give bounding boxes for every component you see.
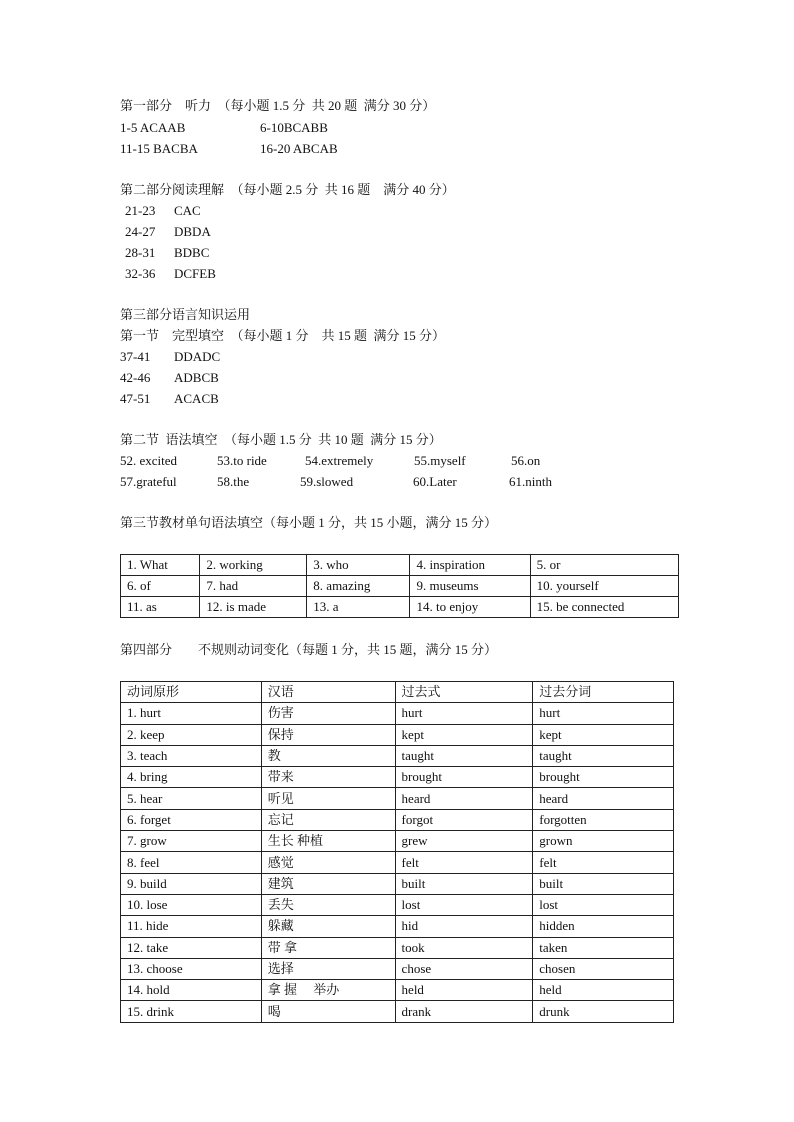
table-row <box>121 873 674 894</box>
part2-answers: CAC <box>174 203 201 218</box>
table-cell: 1. What <box>121 555 200 576</box>
table-cell: 忘记 <box>261 809 395 830</box>
grammar-answer-54: 54.extremely <box>305 453 374 468</box>
table-row <box>121 916 674 937</box>
table-cell: 教 <box>261 745 395 766</box>
table-cell: hurt <box>533 703 674 724</box>
column-header: 过去式 <box>395 682 533 703</box>
table-cell: grew <box>395 831 533 852</box>
table-cell: 9. build <box>121 873 262 894</box>
table-cell: 2. keep <box>121 724 262 745</box>
table-row <box>121 894 674 915</box>
table-row <box>121 980 674 1001</box>
column-header: 汉语 <box>261 682 395 703</box>
table-cell: hidden <box>533 916 674 937</box>
table-cell: 15. be connected <box>530 597 678 618</box>
table-row <box>121 1001 674 1022</box>
grammar-answer-55: 55.myself <box>414 453 466 468</box>
part3-s1-range: 42-46 <box>120 370 151 385</box>
part3-section3-heading: 第三节教材单句语法填空（每小题 1 分，共 15 小题，满分 15 分） <box>120 515 498 530</box>
table-cell: forgot <box>395 809 533 830</box>
table-cell: 5. or <box>530 555 678 576</box>
grammar-answer-57: 57.grateful <box>120 474 177 489</box>
part3-section2-heading: 第二节 语法填空 （每小题 1.5 分 共 10 题 满分 15 分） <box>120 432 442 447</box>
table-cell: kept <box>533 724 674 745</box>
table-cell: heard <box>533 788 674 809</box>
table-cell: 带来 <box>261 767 395 788</box>
table-cell: 生长 种植 <box>261 831 395 852</box>
table-cell: chosen <box>533 958 674 979</box>
table-cell: 14. hold <box>121 980 262 1001</box>
part1-heading: 第一部分 听力 （每小题 1.5 分 共 20 题 满分 30 分） <box>120 98 436 113</box>
grammar-answer-52: 52. excited <box>120 453 178 468</box>
table-row <box>121 831 674 852</box>
part3-s1-answers: ACACB <box>174 391 219 406</box>
table-cell: 9. museums <box>410 576 530 597</box>
table-cell: 4. inspiration <box>410 555 530 576</box>
table-cell: 13. choose <box>121 958 262 979</box>
table-cell: 12. is made <box>200 597 307 618</box>
part3-s1-answers: DDADC <box>174 349 221 364</box>
table-row <box>121 745 674 766</box>
table-cell: lost <box>395 894 533 915</box>
part1-answer-11-15: 11-15 BACBA <box>120 141 198 156</box>
table-cell: hurt <box>395 703 533 724</box>
table-cell: 丢失 <box>261 894 395 915</box>
table-cell: 7. had <box>200 576 307 597</box>
table-row <box>121 809 674 830</box>
part2-range: 28-31 <box>125 245 156 260</box>
table-cell: 5. hear <box>121 788 262 809</box>
table-cell: brought <box>395 767 533 788</box>
table-cell: chose <box>395 958 533 979</box>
table-cell: held <box>395 980 533 1001</box>
table-row <box>121 958 674 979</box>
grammar-answer-60: 60.Later <box>413 474 457 489</box>
table-cell: 3. who <box>307 555 410 576</box>
sentence-fill-table <box>120 554 679 618</box>
table-cell: 2. working <box>200 555 307 576</box>
part3-section1-heading: 第一节 完型填空 （每小题 1 分 共 15 题 满分 15 分） <box>120 328 446 343</box>
grammar-answer-58: 58.the <box>217 474 250 489</box>
part4-heading: 第四部分 不规则动词变化（每题 1 分，共 15 题，满分 15 分） <box>120 642 498 657</box>
table-cell: 12. take <box>121 937 262 958</box>
part2-range: 32-36 <box>125 266 156 281</box>
part1-answer-1-5: 1-5 ACAAB <box>120 120 186 135</box>
column-header: 动词原形 <box>121 682 262 703</box>
table-cell: 10. yourself <box>530 576 678 597</box>
table-cell: 喝 <box>261 1001 395 1022</box>
table-cell: 4. bring <box>121 767 262 788</box>
table-cell: taught <box>533 745 674 766</box>
table-cell: drunk <box>533 1001 674 1022</box>
table-cell: grown <box>533 831 674 852</box>
table-row <box>121 576 679 597</box>
part3-s1-range: 47-51 <box>120 391 151 406</box>
irregular-verbs-table <box>120 681 674 1023</box>
table-cell: built <box>395 873 533 894</box>
table-cell: heard <box>395 788 533 809</box>
table-cell: held <box>533 980 674 1001</box>
column-header: 过去分词 <box>533 682 674 703</box>
table-row <box>121 555 679 576</box>
table-cell: 带 拿 <box>261 937 395 958</box>
part2-heading: 第二部分阅读理解 （每小题 2.5 分 共 16 题 满分 40 分） <box>120 182 455 197</box>
table-cell: 3. teach <box>121 745 262 766</box>
table-cell: hid <box>395 916 533 937</box>
part1-answer-6-10: 6-10BCABB <box>260 120 328 135</box>
table-cell: drank <box>395 1001 533 1022</box>
table-header-row <box>121 682 674 703</box>
table-cell: 14. to enjoy <box>410 597 530 618</box>
table-cell: felt <box>395 852 533 873</box>
table-cell: 1. hurt <box>121 703 262 724</box>
table-cell: 6. of <box>121 576 200 597</box>
grammar-answer-61: 61.ninth <box>509 474 552 489</box>
table-cell: 伤害 <box>261 703 395 724</box>
table-cell: 10. lose <box>121 894 262 915</box>
table-cell: brought <box>533 767 674 788</box>
grammar-answer-59: 59.slowed <box>300 474 354 489</box>
table-cell: taken <box>533 937 674 958</box>
table-cell: 保持 <box>261 724 395 745</box>
part2-range: 21-23 <box>125 203 156 218</box>
table-row <box>121 852 674 873</box>
table-cell: 躲藏 <box>261 916 395 937</box>
table-cell: 拿 握 举办 <box>261 980 395 1001</box>
table-row <box>121 703 674 724</box>
table-cell: 6. forget <box>121 809 262 830</box>
table-cell: 建筑 <box>261 873 395 894</box>
part3-s1-range: 37-41 <box>120 349 151 364</box>
table-cell: forgotten <box>533 809 674 830</box>
table-cell: 11. hide <box>121 916 262 937</box>
table-cell: 13. a <box>307 597 410 618</box>
table-row <box>121 767 674 788</box>
table-cell: taught <box>395 745 533 766</box>
part2-answers: DCFEB <box>174 266 216 281</box>
table-cell: 8. amazing <box>307 576 410 597</box>
table-cell: took <box>395 937 533 958</box>
part2-answers: BDBC <box>174 245 210 260</box>
table-cell: 11. as <box>121 597 200 618</box>
part1-answer-16-20: 16-20 ABCAB <box>260 141 338 156</box>
part2-range: 24-27 <box>125 224 156 239</box>
grammar-answer-53: 53.to ride <box>217 453 267 468</box>
part2-answers: DBDA <box>174 224 211 239</box>
table-row <box>121 597 679 618</box>
table-row <box>121 724 674 745</box>
table-cell: 8. feel <box>121 852 262 873</box>
table-cell: lost <box>533 894 674 915</box>
table-row <box>121 788 674 809</box>
table-cell: 听见 <box>261 788 395 809</box>
table-row <box>121 937 674 958</box>
grammar-answer-56: 56.on <box>511 453 541 468</box>
table-cell: felt <box>533 852 674 873</box>
table-cell: kept <box>395 724 533 745</box>
table-cell: 感觉 <box>261 852 395 873</box>
part3-heading: 第三部分语言知识运用 <box>120 307 251 322</box>
table-cell: built <box>533 873 674 894</box>
table-cell: 15. drink <box>121 1001 262 1022</box>
table-cell: 选择 <box>261 958 395 979</box>
part3-s1-answers: ADBCB <box>174 370 219 385</box>
table-cell: 7. grow <box>121 831 262 852</box>
